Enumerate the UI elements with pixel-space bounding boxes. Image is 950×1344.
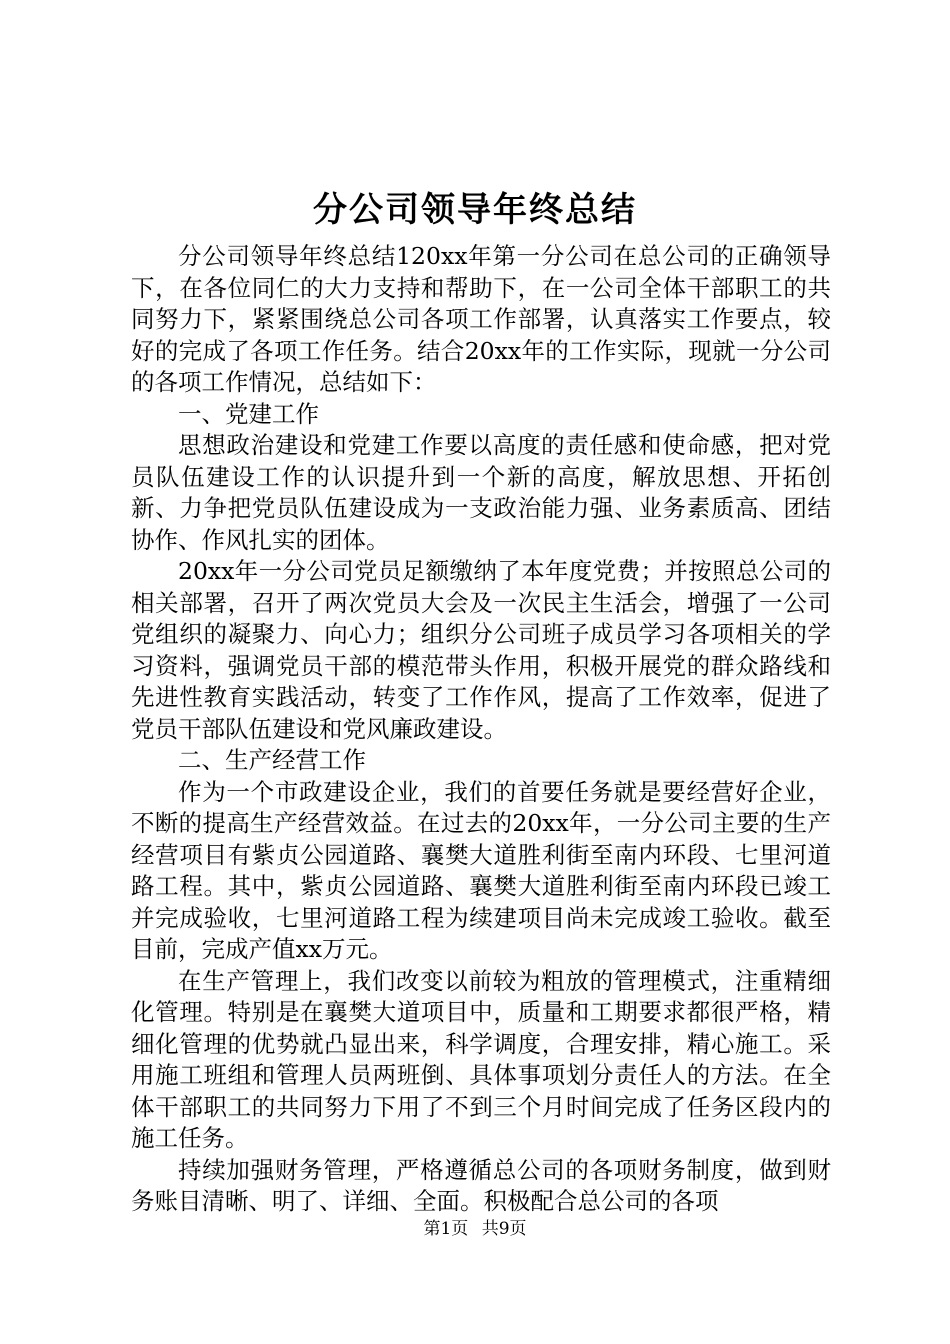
page-footer xyxy=(0,1218,950,1240)
paragraph-finance: 持续加强财务管理，严格遵循总公司的各项财务制度，做到财务账目清晰、明了、详细、全面。积极配合总公司的各项 xyxy=(131,1155,831,1215)
page-number-current: 第1页 xyxy=(423,1219,469,1239)
page-number-total: 共9页 xyxy=(481,1219,527,1239)
paragraph-management: 在生产管理上，我们改变以前较为粗放的管理模式，注重精细化管理。特别是在襄樊大道项目中，质量和工期要求都很严格，精细化管理的优势就凸显出来，科学调度，合理安排，精心施工。采用施工班组和管理人员两班倒、具体事项划分责任人的方法。在全体干部职工的共同努力下用了不到三个月时间完成了任务区段内的施工任务。 xyxy=(131,966,831,1152)
paragraph-party-activities: 20xx年一分公司党员足额缴纳了本年度党费；并按照总公司的相关部署，召开了两次党员大会及一次民主生活会，增强了一公司党组织的凝聚力、向心力；组织分公司班子成员学习各项相关的学习资料，强调党员干部的模范带头作用，积极开展党的群众路线和先进性教育实践活动，转变了工作作风，提高了工作效率，促进了党员干部队伍建设和党风廉政建设。 xyxy=(131,557,831,743)
section-heading-party-building: 一、党建工作 xyxy=(178,399,319,428)
paragraph-intro: 分公司领导年终总结120xx年第一分公司在总公司的正确领导下，在各位同仁的大力支持和帮助下，在一公司全体干部职工的共同努力下，紧紧围绕总公司各项工作部署，认真落实工作要点，较好的完成了各项工作任务。结合20xx年的工作实际，现就一分公司的各项工作情况，总结如下： xyxy=(131,242,831,396)
section-heading-production: 二、生产经营工作 xyxy=(178,746,366,774)
paragraph-projects: 作为一个市政建设企业，我们的首要任务就是要经营好企业，不断的提高生产经营效益。在过去的20xx年，一分公司主要的生产经营项目有紫贞公园道路、襄樊大道胜利街至南内环段、七里河道路工程。其中，紫贞公园道路、襄樊大道胜利街至南内环段已竣工并完成验收，七里河道路工程为续建项目尚未完成竣工验收。截至目前，完成产值xx万元。 xyxy=(131,777,831,963)
paragraph-ideology: 思想政治建设和党建工作要以高度的责任感和使命感，把对党员队伍建设工作的认识提升到一个新的高度，解放思想、开拓创新、力争把党员队伍建设成为一支政治能力强、业务素质高、团结协作、作风扎实的团体。 xyxy=(131,431,831,554)
document-title: 分公司领导年终总结 xyxy=(313,190,637,230)
document-body xyxy=(131,241,831,1218)
